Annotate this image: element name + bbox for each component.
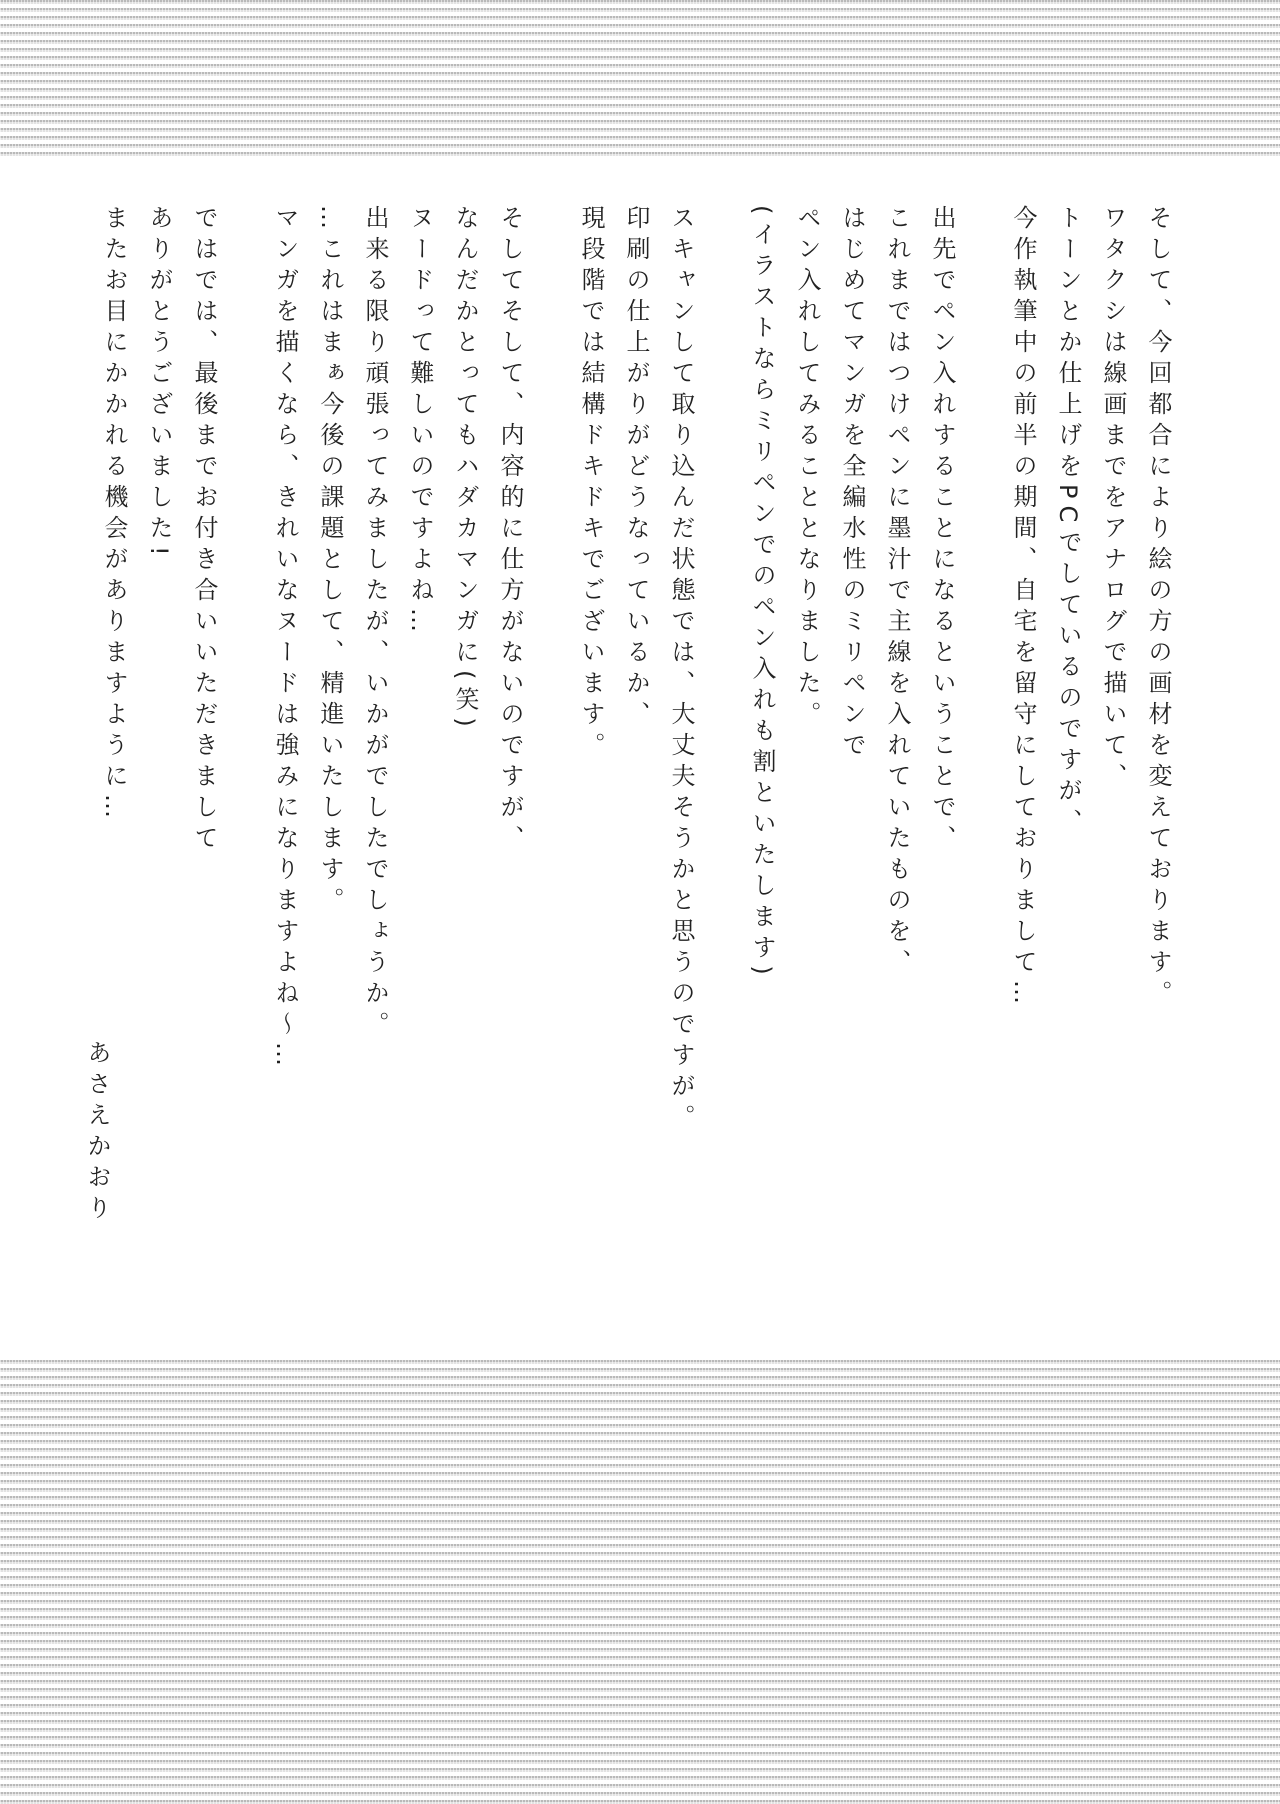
text-line: これまではつけペンに墨汁で主線を入れていたものを、	[883, 205, 911, 980]
text-line: はじめてマンガを全編水性のミリペンで	[838, 205, 866, 763]
paragraph-gap	[703, 205, 739, 215]
text-line: 今作執筆中の前半の期間、自宅を留守にしておりまして…	[1009, 205, 1037, 1011]
paragraph-gap	[226, 205, 262, 215]
text-line: ワタクシは線画までをアナログで描いて、	[1099, 205, 1127, 794]
text-line: ではでは、最後までお付き合いいただきまして	[190, 205, 218, 856]
text-line: 出来る限り頑張ってみましたが、いかがでしたでしょうか。	[361, 205, 389, 1042]
text-line: スキャンして取り込んだ状態では、大丈夫そうかと思うのですが。	[667, 205, 695, 1135]
text-line: 現段階では結構ドキドキでございます。	[577, 205, 605, 763]
paragraph-gap	[532, 205, 568, 215]
text-line: なんだかとってもハダカマンガに(笑)	[451, 205, 479, 734]
text-line: ありがとうございました!	[145, 205, 173, 563]
text-line: 出先でペン入れすることになるということで、	[928, 205, 956, 856]
paragraph-gap	[964, 205, 1000, 215]
text-line: そしてそして、内容的に仕方がないのですが、	[496, 205, 524, 856]
screentone-band-top	[0, 0, 1280, 160]
text-line: ペン入れしてみることとなりました。	[793, 205, 821, 732]
text-line: …これはまぁ今後の課題として、精進いたします。	[316, 205, 344, 918]
text-line: そして、今回都合により絵の方の画材を変えております。	[1144, 205, 1172, 1011]
text-line: ヌードって難しいのですよね…	[406, 205, 434, 639]
text-line: またお目にかかれる機会がありますように…	[100, 205, 128, 825]
text-line: 印刷の仕上がりがどうなっているか、	[622, 205, 650, 732]
text-line: トーンとか仕上げをPCでしているのですが、	[1054, 205, 1082, 840]
screentone-band-bottom	[0, 1360, 1280, 1804]
text-line: (イラストならミリペンでのペン入れも割といたします)	[748, 205, 776, 982]
author-signature: あさえかおり	[83, 1040, 111, 1226]
text-line: マンガを描くなら、きれいなヌードは強みになりますよね〜…	[271, 205, 299, 1073]
afterword-text	[91, 205, 1180, 1355]
